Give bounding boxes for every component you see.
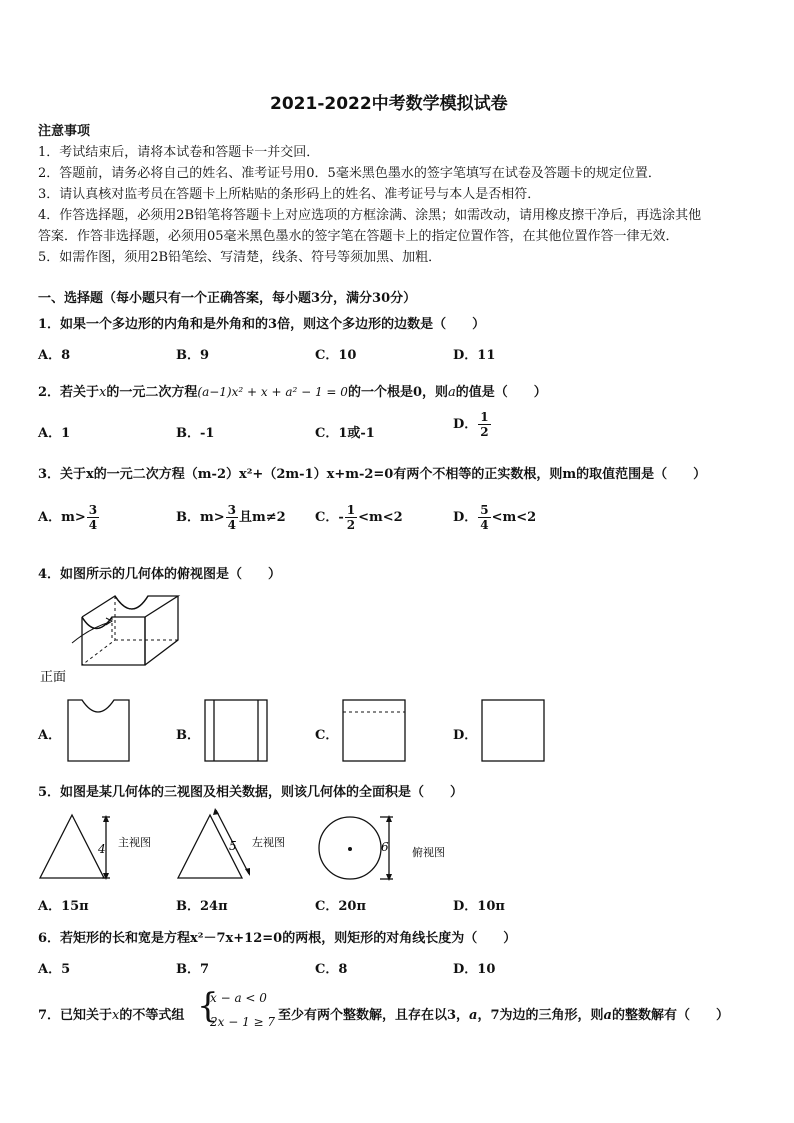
q5-slant-label: 5 [229,839,237,853]
question-4-stem: 4．如图所示的几何体的俯视图是（ ） [38,567,282,582]
q4-option-a: A． [38,728,62,743]
q3-option-b: B．m> $\frac{3}{4}$ 且m≠2 [176,503,286,532]
q2-option-c: C．1或-1 [315,426,375,441]
q5-option-d: D．10π [453,899,505,914]
q1-option-d: D．11 [453,348,496,363]
notice-item: 1．考试结束后，请将本试卷和答题卡一并交回． [38,145,320,160]
q4-option-d: D． [453,728,478,743]
q2-equation: (a−1)x² + x + a² − 1 = 0 [197,385,348,399]
q2-option-b: B．-1 [176,426,215,441]
q1-option-b: B．9 [176,348,210,363]
section-heading: 一、选择题（每小题只有一个正确答案，每小题3分，满分30分） [38,291,417,306]
q2-text-3: 的一个根是0，则 [347,385,448,400]
question-6-stem: 6．若矩形的长和宽是方程x²－7x+12=0的两根，则矩形的对角线长度为（ ） [38,931,517,946]
q5-top-view-label: 俯视图 [412,846,445,859]
notice-item: 5．如需作图，须用2B铅笔绘、写清楚，线条、符号等须加黑、加粗． [38,250,442,265]
q2-var-x: x [99,385,107,400]
q6-option-a: A．5 [38,962,71,977]
q4-front-label: 正面 [40,670,67,685]
question-7-stem: 7．已知关于x的不等式组 [38,1008,185,1023]
page-title: 2021-2022中考数学模拟试卷 [270,94,508,114]
q5-option-c: C．20π [315,899,366,914]
q3-option-c: C．- $\frac{1}{2}$ <m<2 [315,503,403,532]
q5-front-view-label: 主视图 [118,836,151,849]
q4-option-b: B． [176,728,200,743]
q4-option-c: C． [315,728,339,743]
notice-heading: 注意事项 [38,124,91,139]
q3-option-a: A．m> $\frac{3}{4}$ [38,503,98,532]
q2-text-2: 的一元二次方程 [106,385,198,400]
q6-option-b: B．7 [176,962,210,977]
question-7-stem-cont: 至少有两个整数解，且存在以3，a，7为边的三角形，则a的整数解有（ ） [278,1008,729,1023]
q2-option-a: A．1 [38,426,71,441]
q1-option-a: A．8 [38,348,71,363]
q5-option-b: B．24π [176,899,228,914]
q7-brace: { [197,986,219,1026]
q6-option-d: D．10 [453,962,496,977]
q2-d-label: D． [453,417,478,432]
q2-d-fraction: $\frac{1}{2}$ [480,410,489,439]
q7-inequality-2: 2x − 1 ≥ 7 [210,1015,276,1029]
notice-item: 答案．作答非选择题，必须用05毫米黑色墨水的签字笔在答题卡上的指定位置作答，在其他位置作答一律无效． [38,229,679,244]
notice-item: 2．答题前，请务必将自己的姓名、准考证号用0．5毫米黑色墨水的签字笔填写在试卷及答题卡的规定位置． [38,166,661,181]
q5-side-view-label: 左视图 [252,836,285,849]
q7-inequality-1: x − a < 0 [210,991,267,1005]
q2-text-1: 2．若关于 [38,385,100,400]
q3-option-d: D． $\frac{5}{4}$ <m<2 [453,503,537,532]
notice-item: 3．请认真核对监考员在答题卡上所粘贴的条形码上的姓名、准考证号与本人是否相符． [38,187,541,202]
q1-option-c: C．10 [315,348,357,363]
q2-var-a: a [447,385,456,400]
question-5-stem: 5．如图是某几何体的三视图及相关数据，则该几何体的全面积是（ ） [38,785,464,800]
q6-option-c: C．8 [315,962,348,977]
q5-height-label: 4 [98,842,106,856]
q5-diameter-label: 6 [381,840,389,854]
q5-option-a: A．15π [38,899,89,914]
q2-text-4: 的值是（ ） [455,385,547,400]
question-1-stem: 1．如果一个多边形的内角和是外角和的3倍，则这个多边形的边数是（ ） [38,317,486,332]
notice-item: 4．作答选择题，必须用2B铅笔将答题卡上对应选项的方框涂满、涂黑；如需改动，请用橡皮擦干净后，再选涂其他 [38,208,702,223]
question-3-stem: 3．关于x的一元二次方程（m-2）x²+（2m-1）x+m-2=0有两个不相等的正实数根，则m的取值范围是（ ） [38,467,707,482]
